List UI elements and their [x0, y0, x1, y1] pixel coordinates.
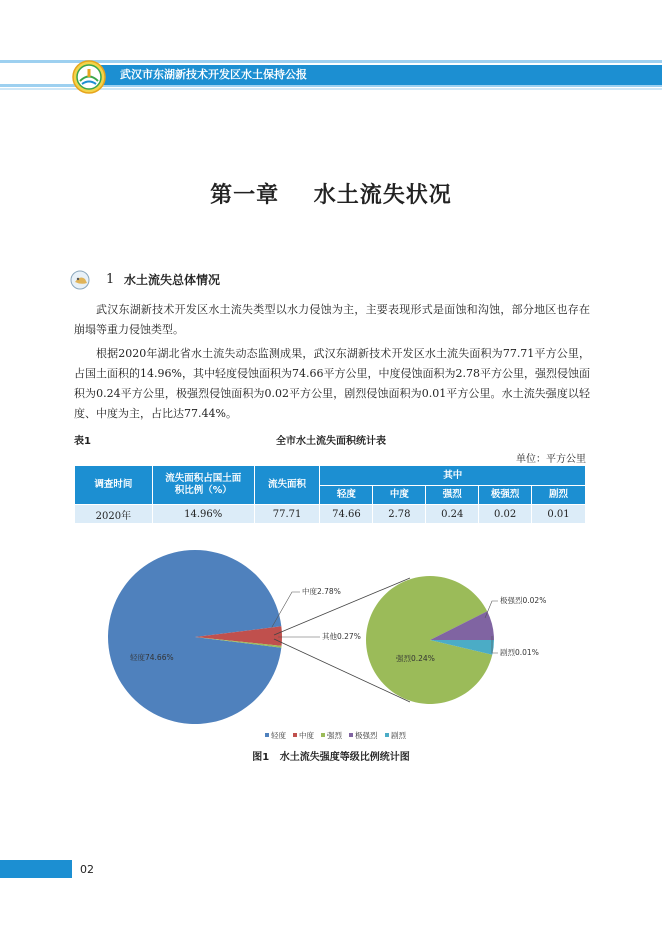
label-severe: 剧烈0.01% [500, 648, 539, 657]
label-intense: 强烈0.24% [396, 654, 435, 663]
legend-swatch-0 [265, 733, 269, 737]
erosion-area-table [74, 465, 586, 524]
page-number: 02 [80, 863, 94, 876]
table-title: 全市水土流失面积统计表 [276, 436, 386, 447]
cell-very-intense: 0.02 [479, 505, 532, 524]
header-moderate: 中度 [373, 486, 426, 505]
publication-title: 武汉市东湖新技术开发区水土保持公报 [120, 68, 307, 81]
paragraph-erosion-area: 根据2020年湖北省水土流失动态监测成果，武汉东湖新技术开发区水土流失面积为77.71平方公里，占国土面积的14.96%，其中轻度侵蚀面积为74.66平方公里，中度侵蚀面积为2.78平方公里，强烈侵蚀面积为0.24平方公里，极强烈侵蚀面积为0.02平方公里，剧烈侵蚀面积为0.01平方公里。水土流失强度以轻度、中度为主，占比达77.44%。 [74, 347, 590, 420]
legend-label-2: 强烈 [327, 731, 342, 740]
header-group: 其中 [320, 466, 586, 486]
legend-swatch-3 [349, 733, 353, 737]
header-mild: 轻度 [320, 486, 373, 505]
footer-bar [0, 860, 72, 878]
erosion-intensity-pie-chart [0, 540, 662, 770]
section-number: 1 [106, 272, 115, 287]
header-intense: 强烈 [426, 486, 479, 505]
header-survey-time: 调查时间 [75, 466, 153, 505]
label-moderate: 中度2.78% [302, 587, 341, 596]
cell-ratio: 14.96% [152, 505, 254, 524]
cell-intense: 0.24 [426, 505, 479, 524]
cell-mild: 74.66 [320, 505, 373, 524]
section-bullet-icon [70, 270, 92, 290]
table-row [75, 505, 586, 524]
cell-moderate: 2.78 [373, 505, 426, 524]
paragraph-erosion-type: 武汉东湖新技术开发区水土流失类型以水力侵蚀为主，主要表现形式是面蚀和沟蚀，部分地区也存在崩塌等重力侵蚀类型。 [74, 303, 590, 336]
table-unit: 单位：平方公里 [516, 454, 586, 465]
emblem-icon [72, 60, 106, 94]
legend-swatch-4 [385, 733, 389, 737]
section-title: 水土流失总体情况 [124, 273, 221, 287]
cell-year: 2020年 [75, 505, 153, 524]
cell-area: 77.71 [254, 505, 320, 524]
legend-label-3: 极强烈 [355, 731, 378, 740]
label-mild: 轻度74.66% [130, 653, 174, 662]
legend-label-4: 剧烈 [391, 731, 406, 740]
legend-label-1: 中度 [299, 731, 314, 740]
cell-severe: 0.01 [532, 505, 586, 524]
figure-caption: 图1 水土流失强度等级比例统计图 [252, 752, 410, 763]
chapter-title: 第一章 水土流失状况 [210, 182, 452, 208]
legend-swatch-2 [321, 733, 325, 737]
header-area-ratio: 流失面积占国土面积比例（%） [152, 466, 254, 505]
label-other: 其他0.27% [322, 632, 361, 641]
header-area: 流失面积 [254, 466, 320, 505]
label-very-intense: 极强烈0.02% [500, 596, 547, 605]
legend-swatch-1 [293, 733, 297, 737]
header-severe: 剧烈 [532, 486, 586, 505]
legend-label-0: 轻度 [271, 731, 286, 740]
header-very-intense: 极强烈 [479, 486, 532, 505]
table-label: 表1 [74, 436, 91, 447]
